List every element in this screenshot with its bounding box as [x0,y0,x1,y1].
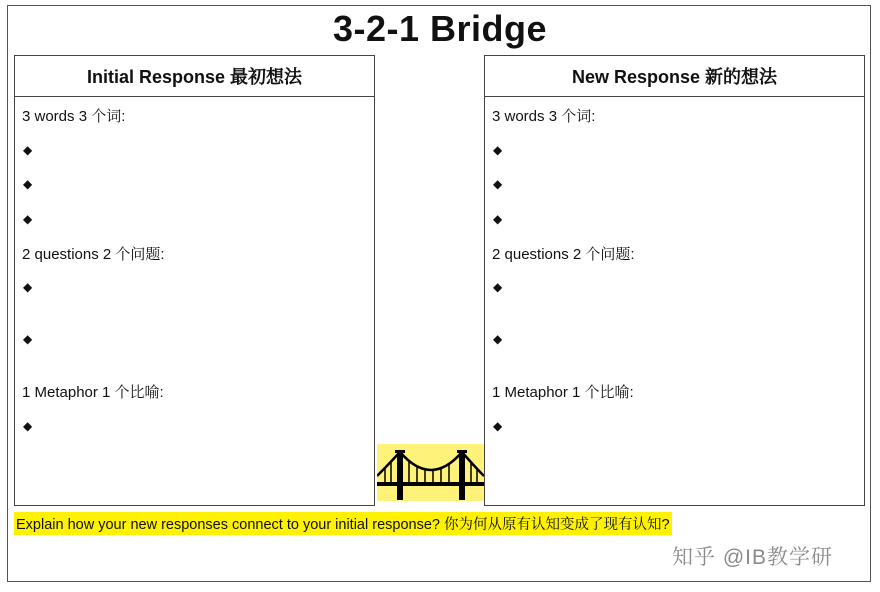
bullet-icon: ◆ [493,419,503,433]
reflection-question: Explain how your new responses connect to your initial response? 你为何从原有认知变成了现有认知? [14,512,672,535]
bullet-icon: ◆ [493,177,503,191]
bullet-icon: ◆ [493,280,503,294]
page-title: 3-2-1 Bridge [332,8,548,49]
suspension-bridge-icon [377,444,484,501]
questions-label: 2 questions 2 个问题: [492,246,635,263]
initial-response-header: Initial Response 最初想法 [15,56,374,97]
metaphor-label: 1 Metaphor 1 个比喻: [22,384,164,401]
bullet-icon: ◆ [23,212,33,226]
bullet-icon: ◆ [23,177,33,191]
metaphor-label: 1 Metaphor 1 个比喻: [492,384,634,401]
bullet-icon: ◆ [493,332,503,346]
bullet-icon: ◆ [23,419,33,433]
bullet-icon: ◆ [23,280,33,294]
new-response-panel [484,55,865,506]
questions-label: 2 questions 2 个问题: [22,246,165,263]
initial-response-panel [14,55,375,506]
watermark: 知乎 @IB教学研 [672,546,833,569]
new-response-header: New Response 新的想法 [485,56,864,97]
words-label: 3 words 3 个词: [492,108,596,125]
words-label: 3 words 3 个词: [22,108,126,125]
bullet-icon: ◆ [23,332,33,346]
bullet-icon: ◆ [23,143,33,157]
bullet-icon: ◆ [493,143,503,157]
bullet-icon: ◆ [493,212,503,226]
